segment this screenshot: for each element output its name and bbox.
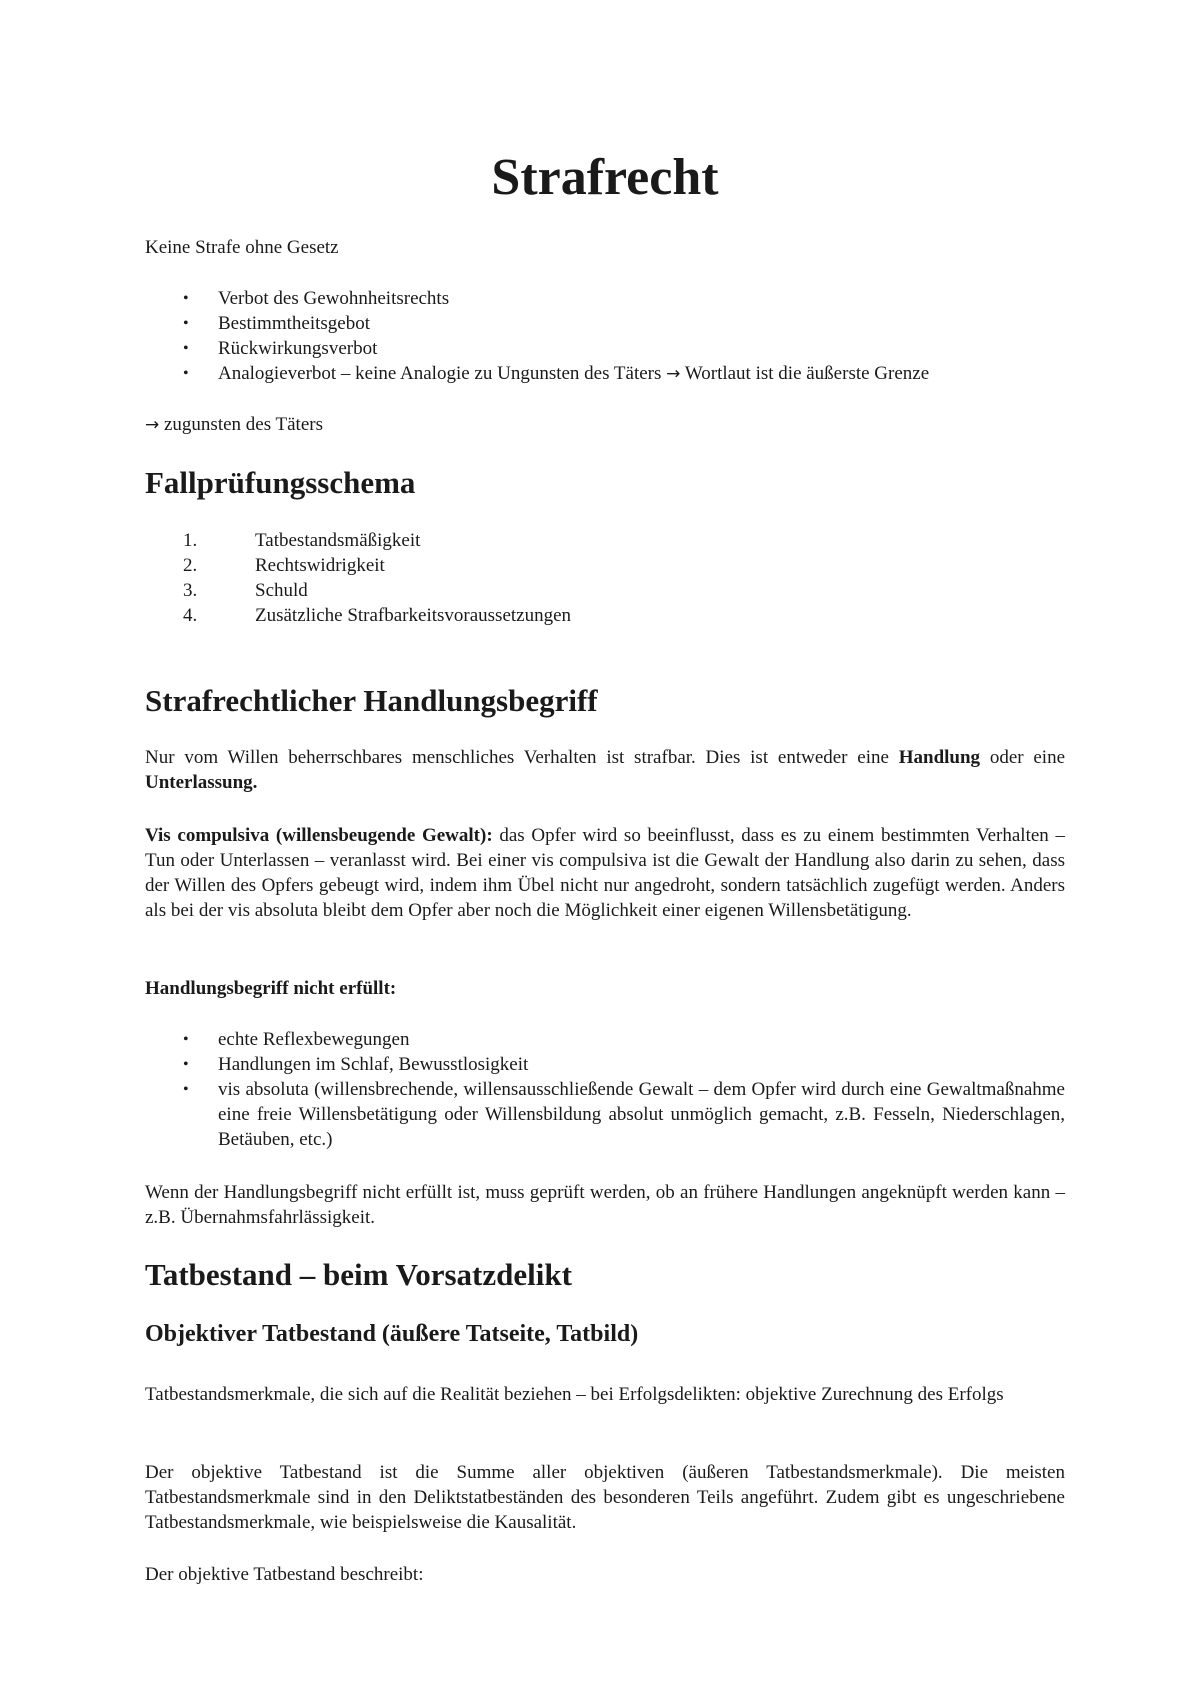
section-heading-fallpruefung: Fallprüfungsschema: [145, 465, 416, 500]
bullet-icon: •: [183, 1031, 189, 1048]
bullet-icon: •: [183, 1056, 189, 1073]
list-item: 4. Zusätzliche Strafbarkeitsvoraussetzungen: [183, 605, 572, 626]
section-heading-tatbestand: Tatbestand – beim Vorsatzdelikt: [145, 1257, 572, 1292]
principles-list: [145, 286, 1065, 387]
bullet-icon: •: [183, 340, 189, 357]
list-item: • echte Reflexbewegungen: [183, 1029, 410, 1050]
list-item: • Verbot des Gewohnheitsrechts: [183, 288, 450, 309]
fallpruefung-list: [145, 528, 571, 628]
list-item: • Bestimmtheitsgebot: [183, 313, 370, 334]
arrow-right-icon: →: [145, 415, 160, 435]
objektiver-tatbestand-p3: Der objektive Tatbestand beschreibt:: [145, 1564, 424, 1585]
list-item: 1. Tatbestandsmäßigkeit: [183, 530, 421, 551]
handlungsbegriff-paragraph: Nur vom Willen beherrschbares menschliches Verhalten ist strafbar. Dies ist entweder eine Handlung oder eine Unterlassung.: [145, 747, 1066, 793]
list-item: • Handlungen im Schlaf, Bewusstlosigkeit: [183, 1054, 529, 1075]
list-item: 2. Rechtswidrigkeit: [183, 555, 385, 576]
not-fulfilled-heading: Handlungsbegriff nicht erfüllt:: [145, 978, 397, 999]
bullet-icon: •: [183, 315, 189, 332]
arrow-right-icon: →: [666, 364, 681, 384]
list-item: • Rückwirkungsverbot: [183, 338, 378, 359]
not-fulfilled-list: [145, 1027, 1065, 1152]
list-item: 3. Schuld: [183, 580, 308, 601]
intro-text: Keine Strafe ohne Gesetz: [145, 237, 339, 258]
bullet-icon: •: [183, 1081, 189, 1098]
favor-note: → zugunsten des Täters: [145, 414, 323, 435]
objektiver-tatbestand-p1: Tatbestandsmerkmale, die sich auf die Realität beziehen – bei Erfolgsdelikten: objektive Zurechnung des Erfolgs: [145, 1384, 1004, 1405]
bullet-icon: •: [183, 290, 189, 307]
vis-compulsiva-paragraph: Vis compulsiva (willensbeugende Gewalt): das Opfer wird so beeinflusst, dass es zu einem bestimmten Verhalten – Tun oder Unterlassen – veranlasst wird. Bei einer vis compulsiva ist die Gewalt der Handlung also darin zu sehen, dass der Willen des Opfers gebeugt wird, indem ihm Übel nicht nur angedroht, sondern tatsächlich zugefügt werden. Anders als bei der vis absoluta bleibt dem Opfer aber noch die Möglichkeit einer eigenen Willensbetätigung.: [145, 825, 1065, 921]
bullet-icon: •: [183, 365, 189, 382]
section-heading-handlungsbegriff: Strafrechtlicher Handlungsbegriff: [145, 683, 598, 718]
list-item: • Analogieverbot – keine Analogie zu Ungunsten des Täters → Wortlaut ist die äußerste Grenze: [183, 363, 930, 384]
subsection-heading-objektiver-tatbestand: Objektiver Tatbestand (äußere Tatseite, Tatbild): [145, 1321, 639, 1347]
objektiver-tatbestand-p2: Der objektive Tatbestand ist die Summe aller objektiven (äußeren Tatbestandsmerkmale). Die meisten Tatbestandsmerkmale sind in den Deliktstatbeständen des besonderen Teils angeführt. Zudem gibt es ungeschriebene Tatbestandsmerkmale, wie beispielsweise die Kausalität.: [145, 1462, 1065, 1533]
handlungsbegriff-conclusion: Wenn der Handlungsbegriff nicht erfüllt ist, muss geprüft werden, ob an frühere Handlungen angeknüpft werden kann – z.B. Übernahmsfahrlässigkeit.: [145, 1182, 1065, 1228]
list-item: • vis absoluta (willensbrechende, willensausschließende Gewalt – dem Opfer wird durch eine Gewaltmaßnahme eine freie Willensbetätigung oder Willensbildung absolut unmöglich gemacht, z.B. Fesseln, Niederschlagen, Betäuben, etc.): [183, 1079, 1065, 1150]
document-title: Strafrecht: [491, 149, 719, 206]
